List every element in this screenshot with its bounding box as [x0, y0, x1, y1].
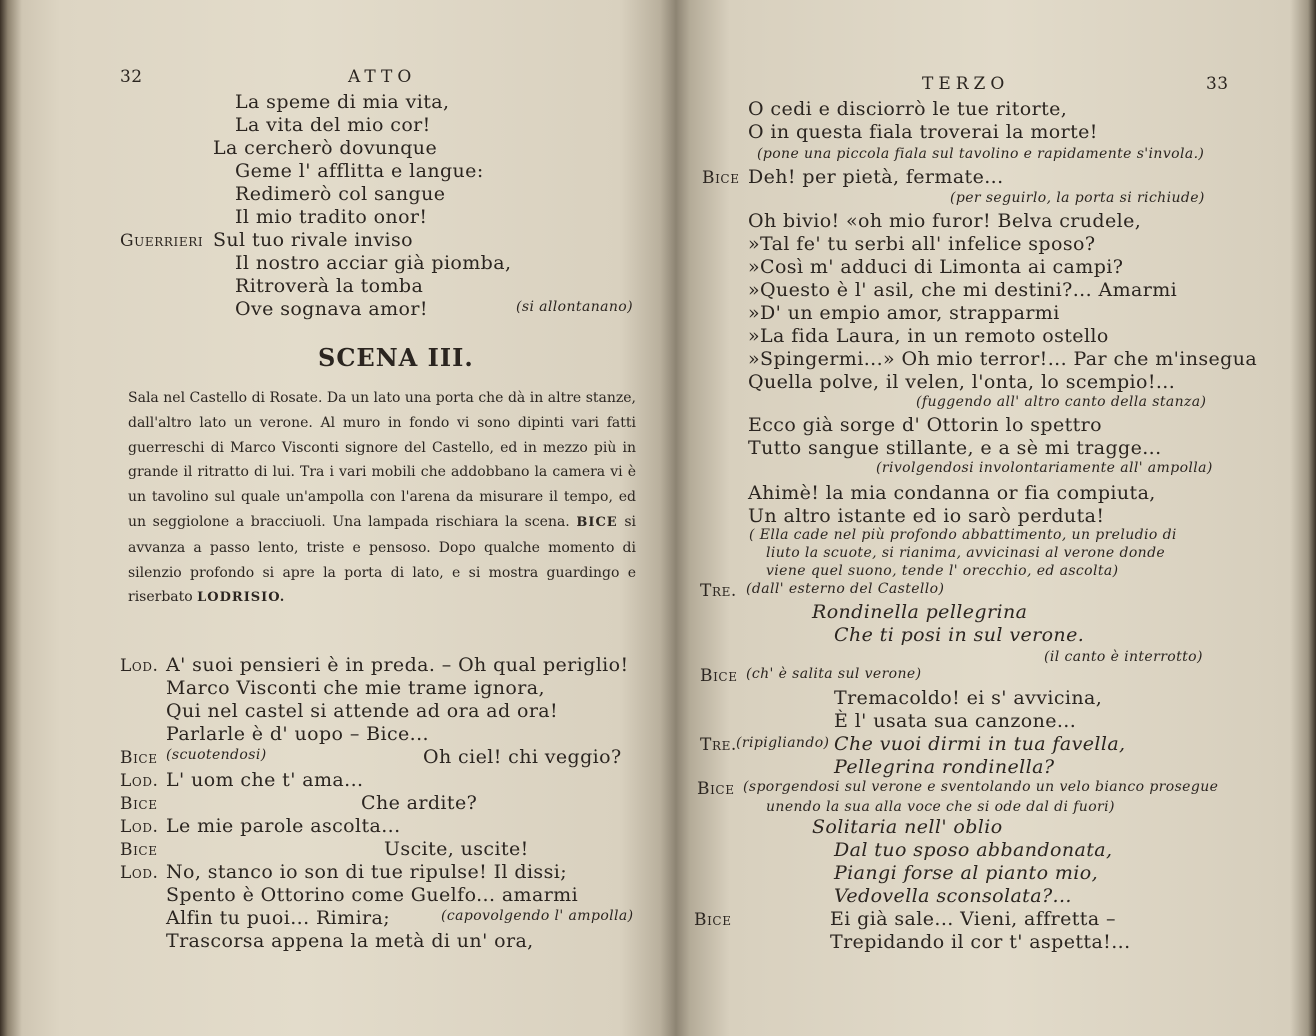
verse-line: Sul tuo rivale inviso — [213, 229, 414, 251]
speaker-label: Bice — [697, 779, 735, 799]
character-name: LODRISIO. — [197, 590, 286, 606]
verse-line: Ei già sale... Vieni, affretta – — [830, 908, 1116, 930]
verse-line: Trepidando il cor t' aspetta!... — [830, 931, 1131, 953]
song-line: Rondinella pellegrina — [812, 601, 1028, 623]
speaker-label: Guerrieri — [120, 231, 204, 251]
verse-line: Parlarle è d' uopo – Bice... — [166, 723, 429, 745]
song-line: Che vuoi dirmi in tua favella, — [834, 733, 1126, 755]
speaker-label: Bice — [120, 748, 158, 768]
verse-line: Qui nel castel si attende ad ora ad ora! — [166, 700, 559, 722]
stage-direction: (capovolgendo l' ampolla) — [441, 908, 634, 924]
verse-line: »Spingermi...» Oh mio terror!... Par che m'insegua — [748, 348, 1258, 370]
stage-direction: (scuotendosi) — [166, 747, 267, 763]
verse-line: La speme di mia vita, — [235, 91, 450, 113]
character-name: BICE — [576, 514, 618, 530]
speaker-label: Lod. — [120, 817, 159, 837]
song-line: Pellegrina rondinella? — [834, 756, 1055, 778]
verse-line: Uscite, uscite! — [384, 838, 529, 860]
page-number: 33 — [1206, 74, 1229, 94]
speaker-label: Tre. — [700, 735, 737, 755]
speaker-label: Bice — [120, 840, 158, 860]
verse-line: Trascorsa appena la metà di un' ora, — [166, 930, 534, 952]
verse-line: »Tal fe' tu serbi all' infelice sposo? — [748, 233, 1096, 255]
song-line: Che ti posi in sul verone. — [834, 624, 1085, 646]
verse-line: Oh ciel! chi veggio? — [423, 746, 622, 768]
stage-direction: (per seguirlo, la porta si richiude) — [950, 190, 1205, 206]
verse-line: Spento è Ottorino come Guelfo... amarmi — [166, 884, 579, 906]
speaker-label: Bice — [700, 666, 738, 686]
stage-direction: (rivolgendosi involontariamente all' ampolla) — [876, 460, 1213, 476]
running-head: TERZO — [922, 74, 1010, 94]
verse-line: Ahimè! la mia condanna or fia compiuta, — [748, 482, 1156, 504]
verse-line: Redimerò col sangue — [235, 183, 446, 205]
speaker-label: Bice — [702, 168, 740, 188]
speaker-label: Lod. — [120, 656, 159, 676]
stage-direction: (ch' è salita sul verone) — [746, 666, 922, 682]
song-line: Dal tuo sposo abbandonata, — [834, 839, 1113, 861]
verse-line: No, stanco io son di tue ripulse! Il dissi; — [166, 861, 568, 883]
song-line: Piangi forse al pianto mio, — [834, 862, 1099, 884]
verse-line: Il mio tradito onor! — [235, 206, 428, 228]
stage-direction: (sporgendosi sul verone e sventolando un velo bianco prosegue — [743, 779, 1219, 795]
verse-line: Ritroverà la tomba — [235, 275, 424, 297]
verse-line: »Questo è l' asil, che mi destini?... Amarmi — [748, 279, 1178, 301]
verse-line: La vita del mio cor! — [235, 114, 431, 136]
verse-line: Quella polve, il velen, l'onta, lo scempio!... — [748, 371, 1176, 393]
stage-direction: liuto la scuote, si rianima, avvicinasi al verone donde — [766, 545, 1166, 561]
speaker-label: Bice — [694, 910, 732, 930]
page-number: 32 — [120, 67, 143, 87]
speaker-label: Tre. — [700, 581, 737, 601]
verse-line: Il nostro acciar già piomba, — [235, 252, 512, 274]
verse-line: Alfin tu puoi... Rimira; — [166, 907, 391, 929]
verse-line: Deh! per pietà, fermate... — [748, 166, 1004, 188]
description-text: si avvanza a passo lento, triste e pensoso. Dopo qualche momento di silenzio profondo si apre la porta di lato, e si mostra guardingo e riserbato — [128, 513, 637, 606]
stage-direction: ( Ella cade nel più profondo abbattimento, un preludio di — [749, 527, 1177, 543]
stage-direction: (il canto è interrotto) — [1044, 649, 1203, 665]
verse-line: Marco Visconti che mie trame ignora, — [166, 677, 545, 699]
verse-line: Tutto sangue stillante, e a sè mi tragge... — [748, 437, 1162, 459]
stage-direction: (ripigliando) — [736, 735, 830, 751]
stage-direction: (si allontanano) — [516, 299, 633, 315]
scene-title: SCENA III. — [318, 343, 474, 372]
stage-direction: unendo la sua alla voce che si ode dal di fuori) — [766, 799, 1115, 815]
verse-line: »Così m' adduci di Limonta ai campi? — [748, 256, 1124, 278]
verse-line: A' suoi pensieri è in preda. – Oh qual periglio! — [166, 654, 629, 676]
verse-line: È l' usata sua canzone... — [834, 710, 1077, 732]
description-text: Sala nel Castello di Rosate. Da un lato una porta che dà in altre stanze, dall'altro lato un verone. Al muro in fondo vi sono dipinti vari fatti guerreschi di Marco Visconti signore del Castello, ed in mezzo più in grande il ritratto di lui. Tra i vari mobili che addobbano la camera vi è un tavolino sul quale un'ampolla con l'arena da misurare il tempo, ed un seggiolone a bracciuoli. Una lampada rischiara la scena. — [128, 390, 636, 530]
verse-line: Tremacoldo! ei s' avvicina, — [834, 687, 1103, 709]
verse-line: »D' un empio amor, strapparmi — [748, 302, 1060, 324]
speaker-label: Lod. — [120, 863, 159, 883]
verse-line: O in questa fiala troverai la morte! — [748, 121, 1098, 143]
verse-line: Le mie parole ascolta... — [166, 815, 401, 837]
verse-line: La cercherò dovunque — [213, 137, 438, 159]
stage-direction: (pone una piccola fiala sul tavolino e rapidamente s'invola.) — [757, 146, 1205, 162]
stage-direction: (fuggendo all' altro canto della stanza) — [916, 394, 1207, 410]
song-line: Vedovella sconsolata?... — [834, 885, 1072, 907]
verse-line: Un altro istante ed io sarò perduta! — [748, 505, 1105, 527]
verse-line: Che ardite? — [361, 792, 478, 814]
speaker-label: Lod. — [120, 771, 159, 791]
stage-direction: viene quel suono, tende l' orecchio, ed ascolta) — [766, 563, 1119, 579]
verse-line: O cedi e disciorrò le tue ritorte, — [748, 98, 1068, 120]
verse-line: Ove sognava amor! — [235, 298, 428, 320]
speaker-label: Bice — [120, 794, 158, 814]
verse-line: »La fida Laura, in un remoto ostello — [748, 325, 1109, 347]
song-line: Solitaria nell' oblio — [812, 816, 1003, 838]
stage-direction: (dall' esterno del Castello) — [746, 581, 945, 597]
verse-line: Geme l' afflitta e langue: — [235, 160, 484, 182]
running-head: ATTO — [348, 67, 417, 87]
verse-line: Ecco già sorge d' Ottorin lo spettro — [748, 414, 1103, 436]
verse-line: Oh bivio! «oh mio furor! Belva crudele, — [748, 210, 1142, 232]
verse-line: L' uom che t' ama... — [166, 769, 364, 791]
